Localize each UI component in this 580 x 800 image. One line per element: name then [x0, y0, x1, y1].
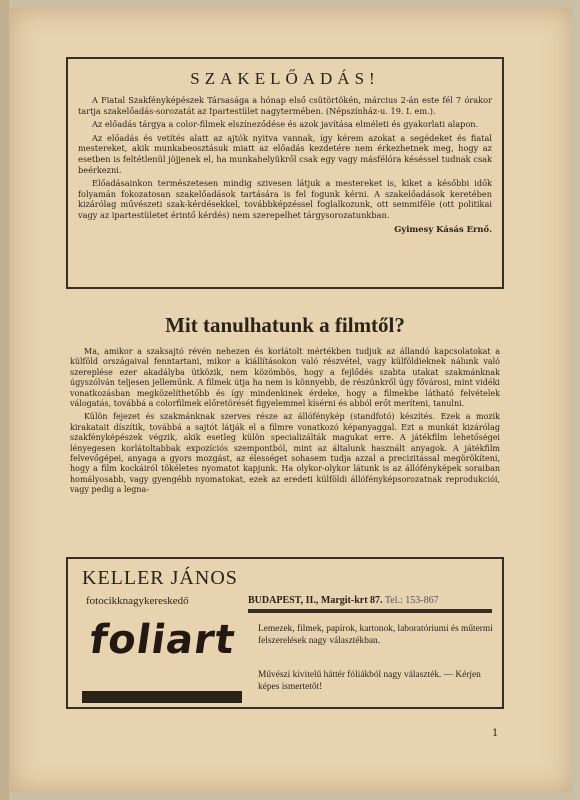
foliart-logo: foliart	[86, 617, 239, 663]
page-edge	[0, 0, 9, 800]
logo-bar	[82, 691, 242, 703]
article-title: Mit tanulhatunk a filmtől?	[165, 313, 405, 337]
advertiser-address-line	[248, 595, 439, 606]
article-body	[70, 347, 500, 499]
ad-description-2: Művészi kivitelű háttér fóliákból nagy választék. — Kérjen képes ismertetőt!	[258, 670, 481, 692]
advertiser-address: BUDAPEST, II., Margit-krt 87.	[248, 595, 383, 606]
advertiser-tagline: fotocikknagykereskedő	[86, 595, 189, 607]
advertiser-name: KELLER JÁNOS	[82, 567, 238, 589]
article-paragraph-1: Ma, amikor a szaksajtó révén nehezen és korlátolt mértékben tudjuk az állandó kapcsolatokat a külföld országaival fenntartani, mikor a kiállításokon való részvétel, vagy külföldieknek nálunk való szereplése ezer akadályba ütközik, nem közömbös, hogy a fejlődés szabta utakat szakmánknak úgyszólván teljesen jelleműnk. A filmek útja ha nem is könnyebb, de részünkről úgy fővárosi, mint vidéki vonatkozásban megközelíthetőbb és így mindenkinek érdeke, hogy a filmekbe látható felvételek válogatás, továbbá a colorfilmek előretörését figyelemmel kísérni és abból erőt meríteni, tanulni.	[70, 347, 500, 409]
document-page	[10, 8, 572, 792]
page-number: 1	[492, 728, 499, 739]
article-paragraph-2: Külön fejezet és szakmánknak szerves része az állófénykép (standfotó) készítés. Ezek a mozik kirakatait díszítik, továbbá a sajtót látják el a filmre vonatkozó képanyaggal. Ezt a munkát kizárólag szakfényképészek végzik, akik esetleg külön specializálták magukat erre. A játékfilm lehetőségei lényegesen korlátoltabbak expozíciós szempontból, mint az általunk használt anyagok. A játékfilm felvevőgépei, anyaga a gyors mozgást, az élességet sohasem tudja azzal a precizitással megörökíteni, hogy a film kockáiról tökéletes nyomatot kapjunk. Ha olykor-olykor látunk is az állófényképek soraiban homályosabb, vagy gyengébb nyomatokat, ezek az eredeti külföldi állófényképsorozatnak reprodukciói, vagy pedig a legna-	[70, 412, 500, 495]
advertisement	[66, 557, 504, 709]
advertiser-phone: Tel.: 153-867	[384, 595, 439, 606]
notice-paragraph-2: Az előadás tárgya a color-filmek elszíneződése és azok javítása elméleti és gyakorlati alapon.	[92, 119, 479, 130]
notice-signature: Gyimesy Kásás Ernő.	[394, 223, 492, 234]
notice-paragraph-4: Előadásainkon természetesen mindig szivesen látjuk a mestereket is, kiket a későbbi idők folyamán fokozatosan szakelőadások tartására is fel fogunk kérni. A szakelőadások keretében kizárólag művészeti szak-kérdésekkel, továbbképzéssel foglalkozunk, ott semmiféle (ott politikai vagy az ipartestületet érintő kérdés) nem szerepelhet tárgysorozatunkban.	[78, 178, 492, 220]
advertiser-rule	[248, 609, 492, 613]
notice-paragraph-1: A Fiatal Szakfényképészek Társasága a hónap első csütörtökén, március 2-án este fél 7 órakor tartja szakelőadás-sorozatát az Ipartestület nagytermében. (Népszínház-u. 19. I. em.).	[78, 95, 492, 116]
notice-box	[66, 57, 504, 289]
notice-paragraph-3: Az előadás és vetítés alatt az ajtók nyitva vannak, így kérem azokat a segédeket és fiatal mestereket, akik munkabeosztásuk miatt az előadás kezdetére nem érkezhetnek meg, hogy az esetben is feltétlenül jöjjenek el, ha munkahelyükről csak egy vagy másfélóra késéssel tudnak csak beérkezni.	[78, 132, 492, 175]
ad-description: Lemezek, filmek, papírok, kartonok, laboratóriumi és műtermi felszerelések nagy választékban.	[258, 624, 493, 646]
notice-title: SZAKELŐADÁS!	[190, 69, 380, 88]
